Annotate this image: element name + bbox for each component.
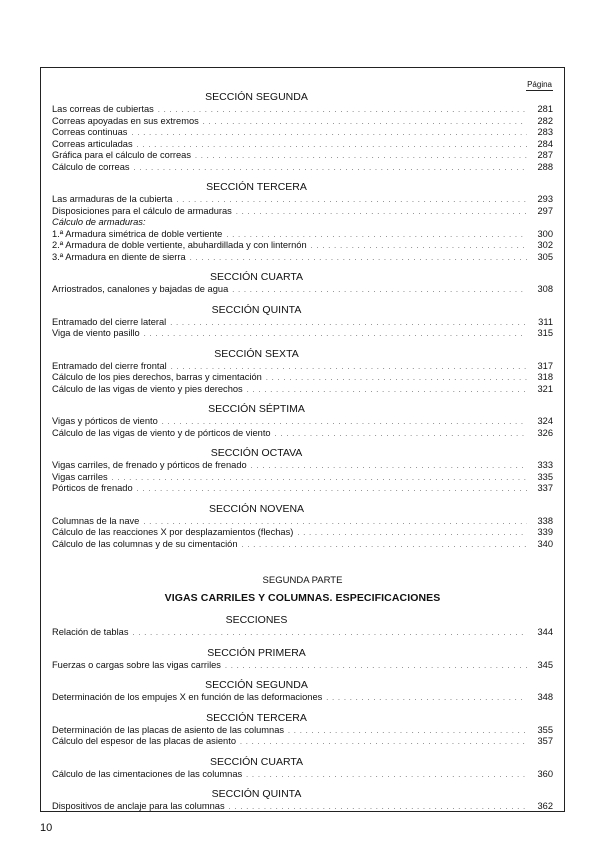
section-heading: SECCIÓN SEXTA: [214, 347, 299, 360]
toc-entry: [52, 692, 553, 704]
toc-entry-page: 311: [538, 316, 553, 327]
dot-leader: [203, 117, 527, 129]
part-spacer: [52, 557, 553, 575]
toc-entry-label: Las armaduras de la cubierta: [52, 194, 173, 204]
toc-entry: [52, 801, 553, 813]
section-heading: SECCIÓN PRIMERA: [207, 646, 306, 659]
toc-entry: [52, 194, 553, 206]
part-title: VIGAS CARRILES Y COLUMNAS. ESPECIFICACIONES: [164, 592, 441, 604]
toc-entry: [52, 240, 553, 252]
toc-entry: [52, 472, 553, 484]
toc-entry-page: 335: [537, 471, 553, 482]
toc-entry: [52, 127, 553, 139]
table-of-contents: [52, 89, 553, 820]
toc-entry: [52, 361, 553, 373]
page-number: 10: [40, 822, 53, 834]
toc-entry: [52, 252, 553, 264]
toc-entry-page: 300: [537, 228, 553, 239]
toc-entry-label: Gráfica para el cálculo de correas: [52, 150, 192, 160]
toc-entry-page: 344: [537, 627, 553, 637]
toc-entry-page: 305: [537, 251, 553, 262]
section-heading: SECCIÓN CUARTA: [210, 755, 303, 768]
dot-leader: [251, 461, 527, 473]
dot-leader: [288, 726, 527, 738]
section-heading: SECCIÓN QUINTA: [211, 303, 302, 316]
section-heading: SECCIÓN OCTAVA: [210, 447, 303, 459]
toc-entry-label: Cálculo de los pies derechos, barras y cimentación: [52, 372, 262, 382]
dot-leader: [311, 241, 527, 253]
toc-entry-label: Las correas de cubiertas: [52, 104, 154, 114]
section-heading: SECCIÓN TERCERA: [206, 181, 307, 193]
toc-entry: [52, 328, 553, 340]
toc-entry-label: Vigas y pórticos de viento: [52, 416, 158, 426]
toc-entry: [52, 162, 553, 174]
toc-entry-page: 357: [537, 736, 553, 746]
toc-entry: [52, 769, 553, 781]
toc-entry-label: Correas articuladas: [52, 138, 133, 149]
dot-leader: [144, 329, 527, 341]
toc-entry: [52, 384, 553, 396]
toc-section: [52, 446, 553, 495]
toc-entry: [52, 736, 553, 748]
section-heading: SECCIÓN CUARTA: [210, 271, 303, 283]
toc-entry-label: Viga de viento pasillo: [52, 328, 140, 338]
section-heading: SECCIÓN SEGUNDA: [205, 679, 308, 691]
toc-section: [52, 347, 553, 396]
toc-entry-label: Entramado del cierre frontal: [52, 360, 167, 371]
dot-leader: [240, 737, 527, 749]
toc-entry: [52, 372, 553, 384]
toc-entry-page: 324: [537, 416, 553, 426]
toc-entry-label: Cálculo del espesor de las placas de asiento: [52, 736, 236, 746]
toc-entry-label: Correas apoyadas en sus extremos: [52, 115, 199, 126]
toc-section: [52, 787, 553, 813]
toc-entry: [52, 483, 553, 495]
toc-entry: [52, 217, 553, 229]
pagina-column-header: Página: [527, 80, 552, 89]
toc-entry-label: Columnas de la nave: [52, 515, 140, 526]
toc-entry: [52, 206, 553, 218]
toc-entry-page: 337: [537, 483, 553, 493]
toc-section: [52, 402, 553, 439]
dot-leader: [275, 429, 527, 441]
dot-leader: [242, 540, 527, 552]
toc-entry-label: 1.ª Armadura simétrica de doble vertiente: [52, 228, 223, 239]
toc-entry: [52, 516, 553, 528]
toc-entry-label: Relación de tablas: [52, 627, 129, 637]
toc-entry: [52, 539, 553, 551]
toc-entry-page: 345: [537, 659, 553, 670]
toc-section: [52, 755, 553, 781]
toc-entry-page: 315: [537, 328, 553, 338]
toc-entry: [52, 527, 553, 539]
dot-leader: [247, 385, 527, 397]
toc-section: [52, 180, 553, 263]
toc-entry-page: 360: [537, 768, 553, 779]
toc-entry-label: Determinación de las placas de asiento de las columnas: [52, 724, 285, 735]
dot-leader: [225, 661, 527, 673]
toc-entry: [52, 627, 553, 639]
dot-leader: [170, 318, 527, 330]
toc-entry-page: 281: [537, 104, 553, 114]
toc-entry: [52, 116, 553, 128]
dot-leader: [195, 151, 527, 163]
toc-entry-label: Pórticos de frenado: [52, 483, 133, 493]
dot-leader: [236, 207, 527, 219]
toc-section: [52, 90, 553, 173]
toc-entry-page: 302: [537, 240, 553, 250]
dot-leader: [297, 528, 527, 540]
toc-entry-page: 288: [537, 161, 553, 172]
toc-entry-label: Arriostrados, canalones y bajadas de agua: [52, 284, 229, 294]
dot-leader: [158, 105, 527, 117]
dot-leader: [131, 128, 527, 140]
dot-leader: [229, 802, 527, 814]
toc-entry-page: 282: [537, 115, 553, 126]
toc-entry-page: 308: [537, 284, 553, 294]
toc-entry-label: Cálculo de las reacciones X por desplazamientos (flechas): [52, 527, 294, 537]
toc-entry-page: 287: [537, 150, 553, 160]
toc-entry-label: Vigas carriles, de frenado y pórticos de frenado: [52, 460, 247, 470]
toc-entry-page: 283: [537, 127, 553, 137]
toc-entry-label: 3.ª Armadura en diente de sierra: [52, 251, 186, 262]
toc-entry-page: 348: [537, 692, 553, 702]
toc-entry-label: Cálculo de las columnas y de su cimentación: [52, 538, 238, 549]
toc-entry: [52, 229, 553, 241]
toc-entry: [52, 139, 553, 151]
toc-entry: [52, 428, 553, 440]
dot-leader: [137, 484, 527, 496]
toc-entry: [52, 660, 553, 672]
toc-entry-label: Correas continuas: [52, 127, 128, 137]
toc-entry-page: 318: [537, 372, 553, 382]
toc-entry-label: Vigas carriles: [52, 471, 108, 482]
toc-entry: [52, 150, 553, 162]
toc-entry-label: Cálculo de las cimentaciones de las columnas: [52, 768, 243, 779]
toc-entry-page: 284: [537, 138, 553, 149]
dot-leader: [326, 693, 527, 705]
toc-section: [52, 502, 553, 551]
section-heading: SECCIÓN NOVENA: [208, 502, 305, 515]
toc-entry-page: 293: [537, 194, 553, 204]
toc-entry: [52, 416, 553, 428]
toc-entry-label: Cálculo de las vigas de viento y pies derechos: [52, 383, 243, 394]
dot-leader: [246, 770, 527, 782]
toc-entry-label: Entramado del cierre lateral: [52, 316, 167, 327]
toc-section: [52, 646, 553, 672]
toc-entry-label: Determinación de los empujes X en función de las deformaciones: [52, 692, 323, 702]
toc-entry-label: Dispositivos de anclaje para las columnas: [52, 801, 225, 811]
dot-leader: [232, 285, 527, 297]
toc-entry-label: Cálculo de las vigas de viento y de pórticos de viento: [52, 427, 271, 438]
toc-entry-page: 339: [537, 527, 553, 537]
toc-section: [52, 711, 553, 748]
toc-entry-page: 297: [537, 205, 553, 216]
toc-entry-label: Fuerzas o cargas sobre las vigas carriles: [52, 659, 221, 670]
toc-entry-page: 317: [537, 360, 553, 371]
toc-section: [52, 270, 553, 296]
toc-section: [52, 678, 553, 704]
section-heading: SECCIÓN SÉPTIMA: [208, 403, 305, 415]
toc-entry-label: Cálculo de correas: [52, 161, 130, 172]
toc-entry: [52, 460, 553, 472]
section-heading: SECCIÓN TERCERA: [206, 711, 307, 724]
toc-section: [52, 303, 553, 340]
toc-entry: [52, 725, 553, 737]
toc-entry-page: 340: [537, 538, 553, 549]
section-heading: SECCIONES: [225, 614, 288, 626]
dot-leader: [112, 473, 527, 485]
toc-entry-label: Disposiciones para el cálculo de armaduras: [52, 205, 232, 216]
part-label: SEGUNDA PARTE: [262, 575, 343, 586]
section-heading: SECCIÓN QUINTA: [211, 788, 302, 800]
toc-frame: [40, 67, 565, 812]
toc-entry-page: 333: [537, 460, 553, 470]
toc-entry: [52, 284, 553, 296]
toc-entry-page: 355: [537, 724, 553, 735]
dot-leader: [133, 628, 528, 640]
section-heading: SECCIÓN SEGUNDA: [205, 91, 308, 103]
dot-leader: [134, 163, 527, 175]
toc-entry-label: Cálculo de armaduras:: [52, 217, 146, 227]
dot-leader: [137, 140, 527, 152]
toc-entry-label: 2.ª Armadura de doble vertiente, abuhardillada y con linternón: [52, 240, 307, 250]
toc-entry: [52, 104, 553, 116]
toc-entry: [52, 317, 553, 329]
toc-entry-page: 326: [537, 427, 553, 438]
dot-leader: [266, 373, 527, 385]
dot-leader: [190, 253, 527, 265]
toc-entry-page: 362: [537, 801, 553, 811]
toc-entry-page: 321: [537, 383, 553, 394]
toc-entry-page: 338: [537, 515, 553, 526]
toc-section: [52, 613, 553, 639]
